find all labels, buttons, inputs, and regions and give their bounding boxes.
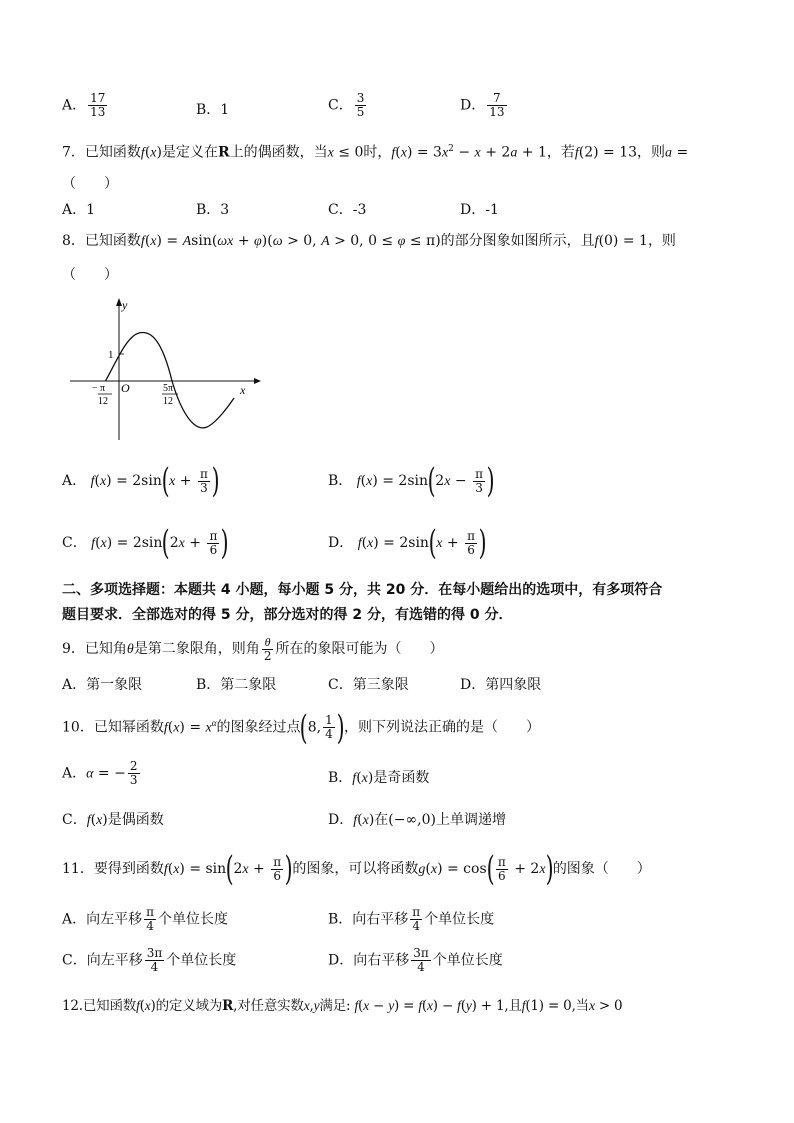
q7-paren: （ ）	[62, 176, 118, 192]
tick-one-label: 1	[108, 349, 114, 361]
q10-option-b: B．f(x)是奇函数	[328, 770, 430, 786]
q6-option-a: A． $\frac{17}{13}$	[62, 91, 106, 119]
q8-option-b: B． f(x) = 2sin(2x − $\frac{\pi}{3}$ )	[328, 461, 495, 501]
q10-stem: 10．已知幂函数$f(x) = x^\alpha$的图象经过点(8, $\frac{1}{4}$ )，则下列说法正确的是（ ）	[62, 707, 540, 748]
pos-tick-num: 5π	[163, 383, 174, 394]
q11-option-a: A．向左平移 $\frac{\pi}{4}$ 个单位长度	[62, 905, 229, 933]
q9-stem: 9．已知角θ是第二象限角，则角 $\frac{\theta}{2}$ 所在的象限可能为（ ）	[62, 634, 444, 663]
q10-option-a: A．α = − $\frac{2}{3}$	[62, 759, 138, 787]
q8-option-a: A． f(x) = 2sin(x + $\frac{\pi}{3}$ )	[62, 461, 220, 501]
origin-label: O	[121, 381, 130, 395]
q11-option-b: B．向右平移 $\frac{\pi}{4}$ 个单位长度	[328, 905, 495, 933]
x-label: x	[240, 383, 246, 397]
q12-stem: 12.已知函数f(x)的定义域为R,对任意实数x,y满足: f(x − y) = f(x) − f(y) + 1,且f(1) = 0,当x > 0	[62, 998, 623, 1014]
neg-tick-den: 12	[98, 396, 108, 407]
q10-option-c: C．f(x)是偶函数	[62, 812, 164, 828]
section2-heading-line1: 二、多项选择题：本题共 4 小题，每小题 5 分，共 20 分．在每小题给出的选项中，有多项符合	[62, 582, 663, 598]
q7-option-d: D．-1	[460, 202, 499, 218]
y-label: y	[122, 298, 128, 312]
q11-option-c: C．向左平移 $\frac{3\pi}{4}$ 个单位长度	[62, 946, 237, 974]
q8-paren: （ ）	[62, 267, 118, 283]
q10-option-d: D．f(x)在(−∞,0)上单调递增	[328, 812, 506, 828]
q7-option-c: C．-3	[328, 202, 367, 218]
q9-option-b: B．第二象限	[196, 677, 277, 693]
q9-option-a: A．第一象限	[62, 677, 143, 693]
q11-option-d: D．向右平移 $\frac{3\pi}{4}$ 个单位长度	[328, 946, 503, 974]
q7-stem: 7．已知函数f(x)是定义在R上的偶函数，当x ≤ 0时，$f(x) = 3x^2 - x + 2a + 1$，若f(2) = 13，则a =	[62, 144, 689, 161]
q6-option-b: B．1	[196, 102, 230, 118]
q8-stem: 8．已知函数f(x) = Asin(ωx + φ)(ω > 0, A > 0, 0 ≤ φ ≤ π)的部分图象如图所示，且f(0) = 1，则	[62, 233, 676, 249]
x-axis-arrow-icon	[254, 378, 261, 384]
neg-tick-num: π	[100, 383, 106, 394]
sine-graph	[62, 290, 272, 450]
q7-option-b: B．3	[196, 202, 230, 218]
q11-stem: 11．要得到函数f(x) = sin(2x + $\frac{\pi}{6}$ )的图象，可以将函数g(x) = cos( $\frac{\pi}{6}$ + 2x)的图象（ ）	[62, 849, 651, 889]
q9-option-d: D．第四象限	[460, 677, 542, 693]
q7-option-a: A．1	[62, 202, 96, 218]
q9-option-c: C．第三象限	[328, 677, 409, 693]
q8-option-c: C． f(x) = 2sin(2x + $\frac{\pi}{6}$ )	[62, 523, 229, 563]
neg-tick-minus: −	[92, 383, 98, 394]
q6-option-d: D． $\frac{7}{13}$	[460, 91, 505, 119]
pos-tick-den: 12	[163, 396, 173, 407]
section2-heading-line2: 题目要求．全部选对的得 5 分，部分选对的得 2 分，有选错的得 0 分．	[62, 607, 513, 623]
q8-option-d: D． f(x) = 2sin(x + $\frac{\pi}{6}$ )	[328, 523, 487, 563]
q6-option-c: C． $\frac{3}{5}$	[328, 91, 365, 119]
